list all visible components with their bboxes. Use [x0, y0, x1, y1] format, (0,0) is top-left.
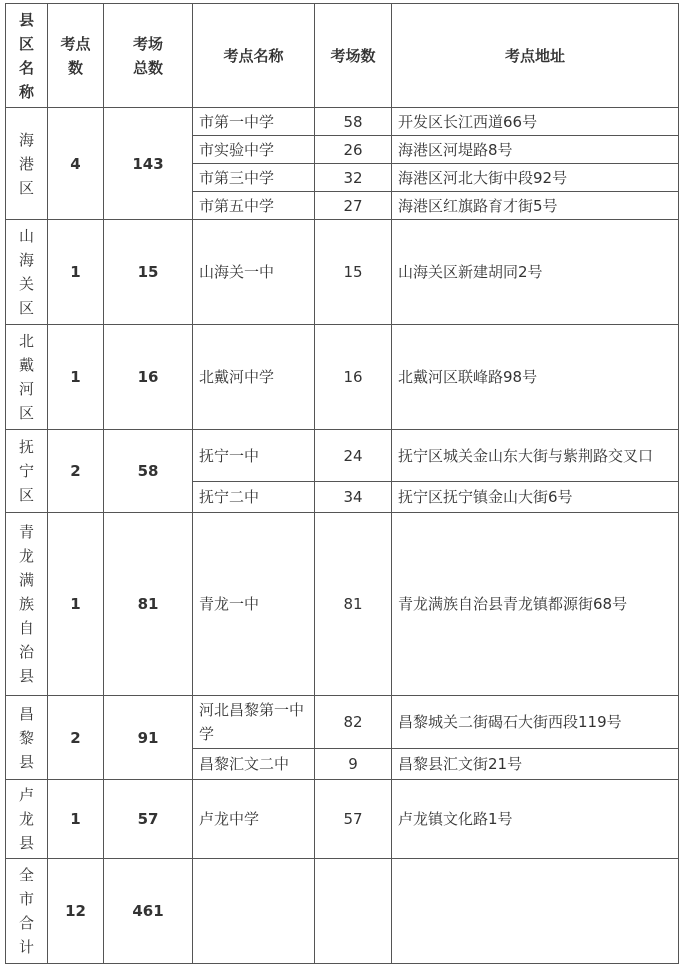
- site-address-cell: 海港区红旗路育才街5号: [392, 192, 679, 220]
- room-count-cell: 58: [315, 108, 392, 136]
- header-site-count: 考点数: [48, 4, 104, 108]
- total-label: 全市合计: [6, 859, 48, 964]
- county-cell: 抚宁区: [6, 430, 48, 513]
- header-room-total: 考场总数: [104, 4, 193, 108]
- site-name-cell: 卢龙中学: [193, 780, 315, 859]
- county-cell: 山海关区: [6, 220, 48, 325]
- site-count-cell: 1: [48, 780, 104, 859]
- table-row: [6, 325, 679, 430]
- site-name-cell: 河北昌黎第一中学: [193, 696, 315, 749]
- room-total-cell: 58: [104, 430, 193, 513]
- table-row: [6, 220, 679, 325]
- room-total-cell: 57: [104, 780, 193, 859]
- site-name-cell: 市实验中学: [193, 136, 315, 164]
- site-address-cell: 昌黎城关二街碣石大街西段119号: [392, 696, 679, 749]
- room-total-cell: 143: [104, 108, 193, 220]
- table-row: [6, 430, 679, 482]
- empty-cell: [315, 859, 392, 964]
- site-address-cell: 抚宁区抚宁镇金山大街6号: [392, 482, 679, 513]
- room-total-cell: 15: [104, 220, 193, 325]
- site-address-cell: 北戴河区联峰路98号: [392, 325, 679, 430]
- site-count-cell: 1: [48, 220, 104, 325]
- site-address-cell: 抚宁区城关金山东大街与紫荆路交叉口: [392, 430, 679, 482]
- room-count-cell: 16: [315, 325, 392, 430]
- county-cell: 卢龙县: [6, 780, 48, 859]
- table-row: [6, 108, 679, 136]
- site-address-cell: 海港区河北大街中段92号: [392, 164, 679, 192]
- site-name-cell: 市第一中学: [193, 108, 315, 136]
- room-count-cell: 24: [315, 430, 392, 482]
- room-total-cell: 81: [104, 513, 193, 696]
- county-cell: 青龙满族自治县: [6, 513, 48, 696]
- county-cell: 昌黎县: [6, 696, 48, 780]
- total-room-total: 461: [104, 859, 193, 964]
- site-address-cell: 青龙满族自治县青龙镇都源街68号: [392, 513, 679, 696]
- room-total-cell: 91: [104, 696, 193, 780]
- exam-site-table: [5, 3, 679, 964]
- room-count-cell: 32: [315, 164, 392, 192]
- site-name-cell: 昌黎汇文二中: [193, 749, 315, 780]
- empty-cell: [392, 859, 679, 964]
- site-count-cell: 2: [48, 696, 104, 780]
- site-address-cell: 海港区河堤路8号: [392, 136, 679, 164]
- room-count-cell: 57: [315, 780, 392, 859]
- total-site-count: 12: [48, 859, 104, 964]
- site-address-cell: 开发区长江西道66号: [392, 108, 679, 136]
- site-count-cell: 1: [48, 325, 104, 430]
- room-total-cell: 16: [104, 325, 193, 430]
- header-site-name: 考点名称: [193, 4, 315, 108]
- room-count-cell: 26: [315, 136, 392, 164]
- site-address-cell: 山海关区新建胡同2号: [392, 220, 679, 325]
- room-count-cell: 27: [315, 192, 392, 220]
- site-name-cell: 抚宁一中: [193, 430, 315, 482]
- header-site-address: 考点地址: [392, 4, 679, 108]
- empty-cell: [193, 859, 315, 964]
- table-row: [6, 696, 679, 749]
- site-name-cell: 山海关一中: [193, 220, 315, 325]
- site-address-cell: 昌黎县汇文街21号: [392, 749, 679, 780]
- table-row: [6, 513, 679, 696]
- header-county: 县区名称: [6, 4, 48, 108]
- site-name-cell: 抚宁二中: [193, 482, 315, 513]
- room-count-cell: 34: [315, 482, 392, 513]
- header-room-count: 考场数: [315, 4, 392, 108]
- room-count-cell: 9: [315, 749, 392, 780]
- county-cell: 北戴河区: [6, 325, 48, 430]
- header-row: [6, 4, 679, 108]
- site-name-cell: 北戴河中学: [193, 325, 315, 430]
- room-count-cell: 15: [315, 220, 392, 325]
- table-row: [6, 780, 679, 859]
- county-cell: 海港区: [6, 108, 48, 220]
- site-address-cell: 卢龙镇文化路1号: [392, 780, 679, 859]
- site-count-cell: 1: [48, 513, 104, 696]
- site-count-cell: 4: [48, 108, 104, 220]
- total-row: [6, 859, 679, 964]
- site-name-cell: 市第三中学: [193, 164, 315, 192]
- site-name-cell: 青龙一中: [193, 513, 315, 696]
- site-count-cell: 2: [48, 430, 104, 513]
- room-count-cell: 82: [315, 696, 392, 749]
- site-name-cell: 市第五中学: [193, 192, 315, 220]
- room-count-cell: 81: [315, 513, 392, 696]
